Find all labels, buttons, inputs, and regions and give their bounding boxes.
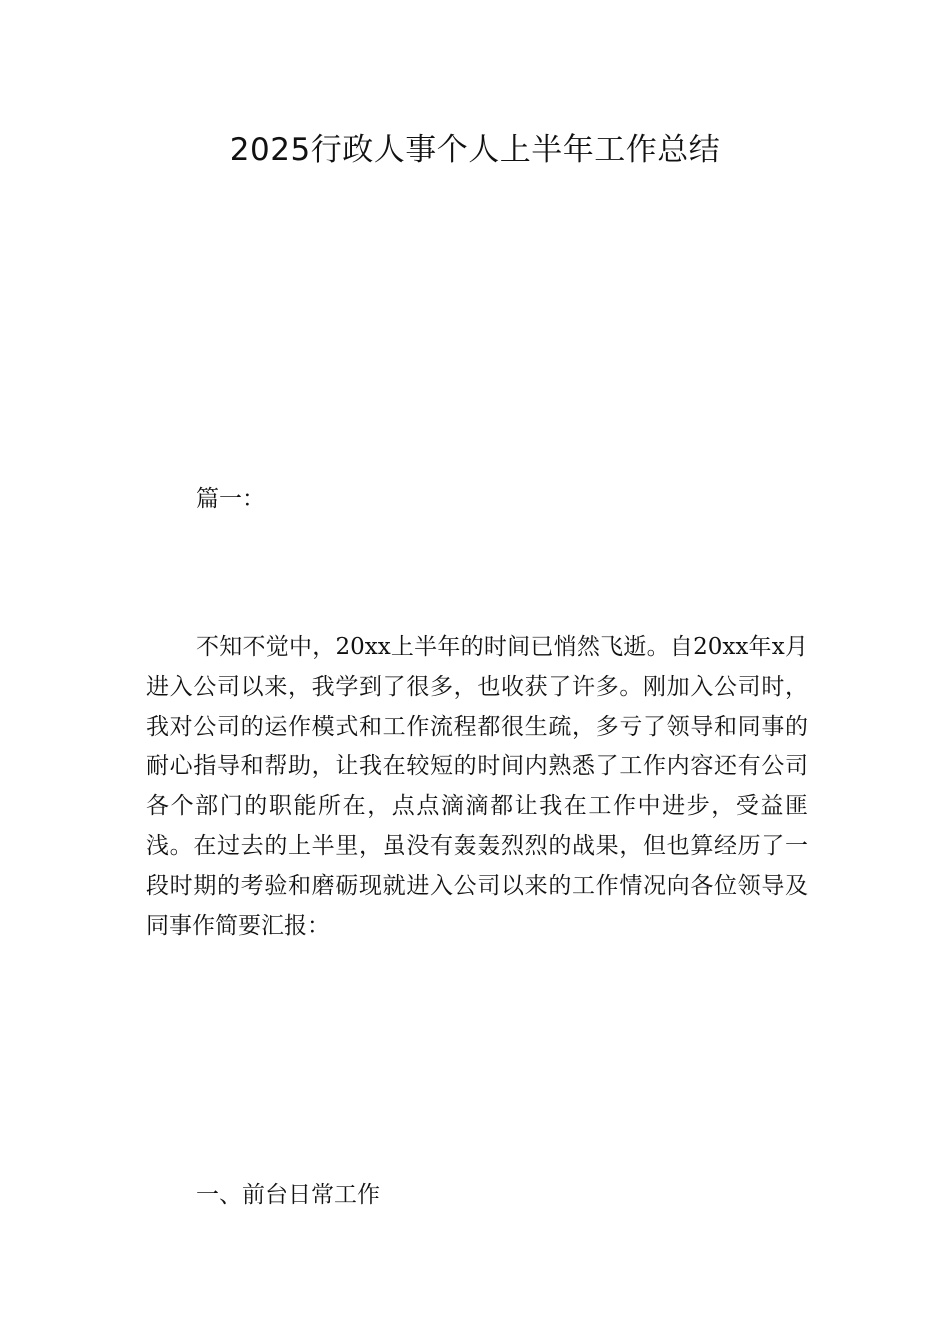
section-label: 篇一： <box>196 486 265 512</box>
section-subheading: 一、前台日常工作 <box>196 1182 380 1208</box>
document-title: 2025行政人事个人上半年工作总结 <box>229 132 721 168</box>
body-paragraph: 不知不觉中，20xx上半年的时间已悄然飞逝。自20xx年x月进入公司以来，我学到了很多，也收获了许多。刚加入公司时，我对公司的运作模式和工作流程都很生疏，多亏了领导和同事的耐心指导和帮助，让我在较短的时间内熟悉了工作内容还有公司各个部门的职能所在，点点滴滴都让我在工作中进步，受益匪浅。在过去的上半里，虽没有轰轰烈烈的战果，但也算经历了一段时期的考验和磨砺现就进入公司以来的工作情况向各位领导及同事作简要汇报： <box>146 634 808 939</box>
